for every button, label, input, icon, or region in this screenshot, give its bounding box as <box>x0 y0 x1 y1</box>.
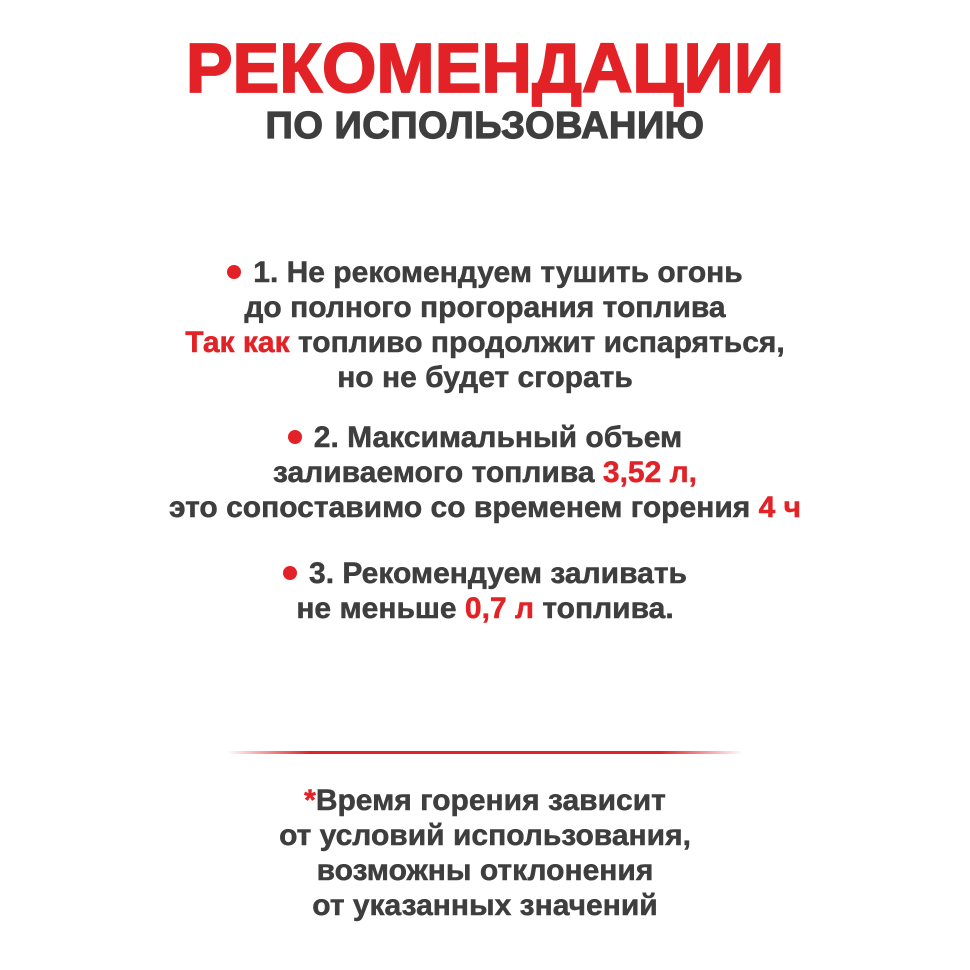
page-title: РЕКОМЕНДАЦИИ <box>185 29 785 107</box>
text-segment-accent: Так как <box>185 325 290 359</box>
text-segment: от условий использования, <box>279 818 691 852</box>
text-segment: 3. Рекомендуем заливать <box>309 556 687 590</box>
recommendation-item-3 <box>0 556 970 626</box>
text-segment-accent: 0,7 л <box>464 591 535 625</box>
text-segment: это сопоставимо со временем горения <box>168 490 759 524</box>
item-3-line-2 <box>0 591 970 626</box>
page-subtitle: ПО ИСПОЛЬЗОВАНИЮ <box>265 105 705 147</box>
text-segment: до полного прогорания топлива <box>244 290 726 324</box>
text-segment: топливо продолжит испаряться, <box>289 325 785 359</box>
text-segment-accent: 3,52 л, <box>602 455 698 489</box>
header <box>0 0 970 149</box>
item-1-line-2 <box>0 290 970 325</box>
text-segment: 2. Максимальный объем <box>313 420 683 454</box>
text-segment: но не будет сгорать <box>337 360 633 394</box>
footnote-line-2 <box>0 818 970 853</box>
recommendation-item-2 <box>0 420 970 525</box>
item-2-line-3 <box>0 490 970 525</box>
footnote <box>0 783 970 923</box>
bullet-dot-icon <box>283 566 297 580</box>
footnote-line-1 <box>0 783 970 818</box>
text-segment: топлива. <box>534 591 674 625</box>
item-3-line-1 <box>0 556 970 591</box>
item-2-line-1 <box>0 420 970 455</box>
text-segment: от указанных значений <box>312 888 658 922</box>
item-1-line-3 <box>0 325 970 360</box>
item-1-line-4 <box>0 360 970 395</box>
text-segment-accent: 4 ч <box>758 490 802 524</box>
item-2-line-2 <box>0 455 970 490</box>
text-segment: не меньше <box>296 591 465 625</box>
recommendation-item-1 <box>0 255 970 395</box>
bullet-dot-icon <box>288 430 302 444</box>
red-divider-line <box>227 751 743 754</box>
item-1-line-1 <box>0 255 970 290</box>
text-segment: возможны отклонения <box>316 853 654 887</box>
footnote-line-4 <box>0 888 970 923</box>
recommendations-list <box>0 255 970 626</box>
bullet-dot-icon <box>227 265 241 279</box>
text-segment: заливаемого топлива <box>272 455 603 489</box>
text-segment: 1. Не рекомендуем тушить огонь <box>253 255 743 289</box>
text-segment: Время горения зависит <box>315 783 666 817</box>
footnote-line-3 <box>0 853 970 888</box>
asterisk-accent: * <box>304 783 316 817</box>
